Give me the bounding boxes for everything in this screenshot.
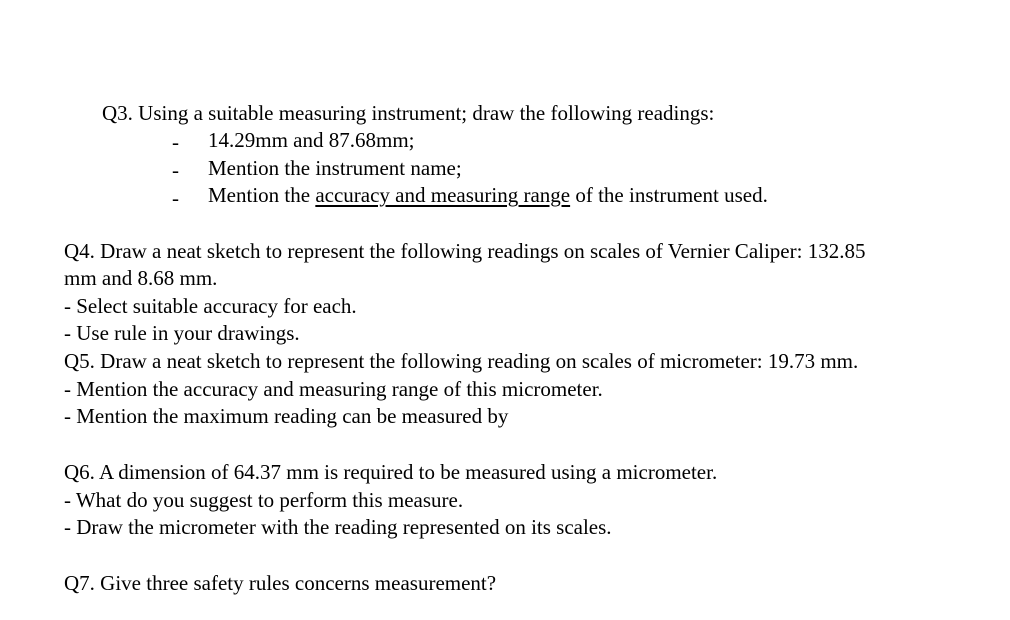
q4-question-line1: Q4. Draw a neat sketch to represent the following readings on scales of Vernier Caliper: 132.85 [64,239,866,263]
q3-bullet1-marker: - [172,130,179,154]
q3-bullet3-post: of the instrument used. [570,183,768,207]
q3-question: Q3. Using a suitable measuring instrument; draw the following readings: [102,101,715,125]
q4-item2: - Use rule in your drawings. [64,321,300,345]
q6-item2: - Draw the micrometer with the reading represented on its scales. [64,515,612,539]
q3-bullet2-marker: - [172,158,179,182]
q6-item1: - What do you suggest to perform this measure. [64,488,464,512]
q3-bullet3-marker: - [172,186,179,210]
q4-item1: - Select suitable accuracy for each. [64,294,357,318]
q5-item2: - Mention the maximum reading can be measured by [64,404,509,428]
q3-bullet3 [208,182,768,208]
q5-item1: - Mention the accuracy and measuring range of this micrometer. [64,377,603,401]
q3-bullet1: 14.29mm and 87.68mm; [208,128,415,152]
q6-question: Q6. A dimension of 64.37 mm is required to be measured using a micrometer. [64,460,718,484]
q7-question: Q7. Give three safety rules concerns measurement? [64,571,497,595]
q3-bullet3-pre: Mention the [208,183,316,207]
q4-question-line2: mm and 8.68 mm. [64,266,218,290]
q3-bullet2: Mention the instrument name; [208,156,462,180]
q3-bullet3-underlined: accuracy and measuring range [315,183,571,207]
q5-question: Q5. Draw a neat sketch to represent the following reading on scales of micrometer: 19.73 mm. [64,349,859,373]
